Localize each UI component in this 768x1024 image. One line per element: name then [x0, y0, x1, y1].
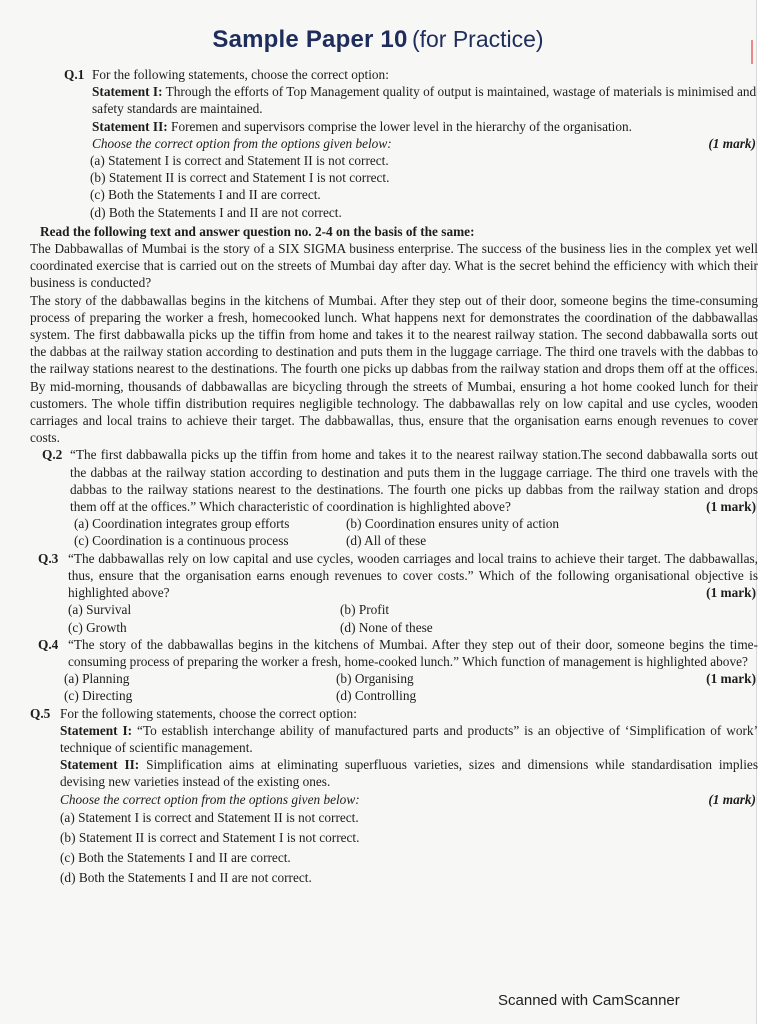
option-c: (c) Both the Statements I and II are correct.: [60, 849, 291, 865]
option-a: (a) Statement I is correct and Statement II is not correct.: [60, 809, 359, 825]
option-a: (a) Survival: [68, 602, 132, 618]
statement-2: [60, 756, 758, 790]
option-c: (c) Both the Statements I and II are correct.: [90, 187, 321, 203]
question-number: Q.4: [38, 636, 59, 652]
options-row: [30, 515, 758, 532]
statement-label: Statement II:: [60, 757, 140, 773]
option-b: (b) Coordination ensures unity of action: [346, 516, 560, 532]
question-intro: For the following statements, choose the correct option:: [60, 705, 357, 721]
statement-text: Foremen and supervisors comprise the lower level in the hierarchy of the organisation.: [171, 118, 632, 134]
page-title: [0, 26, 756, 54]
question-2: [30, 446, 758, 515]
statement-text: Through the efforts of Top Management quality of output is maintained, wastage of materials is minimised and safety standards are maintained.: [92, 84, 757, 117]
option-a: (a) Statement I is correct and Statement II is not correct.: [90, 153, 389, 169]
question-5: [30, 705, 758, 888]
mark-label: (1 mark): [706, 585, 756, 601]
option-d: (d) Both the Statements I and II are not correct.: [60, 869, 312, 885]
option-d: (d) Both the Statements I and II are not correct.: [90, 204, 342, 220]
statement-2: [30, 118, 758, 135]
statement-text: “To establish interchange ability of manufactured parts and products” is an objective of ‘Simplification of work’ technique of scientific management.: [60, 722, 758, 755]
statement-1: [60, 722, 758, 756]
title-main: Sample Paper 10: [212, 26, 408, 53]
question-text: “The first dabbawalla picks up the tiffin from home and takes it to the nearest railway station.The second dabbawalla sorts out the dabbas at the railway station according to destination and puts them in the luggage carriage. The third one travels with the dabbas to the railway stations nearest to the destinations. The fourth one picks up dabbas from the railway station and drops them off at the offices.” Which characteristic of coordination is highlighted above? (1 mark): [70, 447, 758, 515]
option-c: (c) Growth: [68, 619, 127, 635]
question-number: Q.1: [64, 67, 85, 82]
statement-1: [30, 83, 758, 117]
question-number: Q.3: [38, 550, 59, 566]
mark-label: (1 mark): [706, 499, 756, 515]
passage-paragraph-2: The story of the dabbawallas begins in the kitchens of Mumbai. After they step out of their door, someone begins the time-consuming process of preparing the worker a fresh, homecooked lunch. What happens next for demonstrates the coordination of the dabbawallas system. The first dabbawalla picks up the tiffin from home and takes it to the nearest railway station. The second dabbawalla sorts out the dabbas at the railway station according to destination and puts them in the luggage carriage. The third one travels with the dabbas to the railway stations nearest to the destinations. The fourth one picks up dabbas from the railway station and drops them off at the offices. By mid-morning, thousands of dabbawallas are bicycling through the streets of Mumbai, ensuring a hot home cooked lunch for their customers. The whole tiffin distribution requires negligible technology. The dabbawallas rely on low capital and use cycles, wooden carriages and local trains to achieve their target. The dabbawallas, thus, ensure that the organisation earns enough revenues to cover costs.: [30, 292, 758, 446]
mark-label: (1 mark): [708, 135, 756, 151]
question-number: Q.2: [42, 447, 63, 463]
choose-instruction: Choose the correct option from the options given below: (1 mark): [92, 135, 756, 151]
question-intro: For the following statements, choose the correct option:: [92, 67, 389, 82]
reading-passage: [30, 240, 758, 446]
statement-label: Statement I:: [92, 84, 163, 100]
options-row: [30, 687, 758, 704]
option-c: (c) Coordination is a continuous process: [74, 533, 289, 549]
option-a: (a) Coordination integrates group efforts: [74, 516, 290, 532]
question-number: Q.5: [30, 705, 51, 721]
question-text: “The story of the dabbawallas begins in the kitchens of Mumbai. After they step out of their door, someone begins the time-consuming process of preparing the worker a fresh, home-cooked lunch.” Which function of management is highlighted above? (1 mark): [68, 636, 758, 687]
option-b: (b) Profit: [340, 602, 390, 618]
options-row: [30, 601, 758, 618]
options-row: [30, 670, 706, 687]
option-b: (b) Statement II is correct and Statement I is not correct.: [60, 829, 360, 845]
option-a: (a) Planning: [64, 671, 130, 687]
passage-paragraph-1: The Dabbawallas of Mumbai is the story of a SIX SIGMA business enterprise. The success of the business lies in the complex yet well coordinated exercise that is carried out on the streets of Mumbai day after day. What is the secret behind the efficiency with which their business is conducted?: [30, 241, 758, 291]
statement-label: Statement I:: [60, 722, 133, 738]
option-c: (c) Directing: [64, 688, 133, 704]
question-3: [30, 550, 758, 602]
scanner-watermark: Scanned with CamScanner: [498, 992, 680, 1009]
choose-instruction: Choose the correct option from the options given below: (1 mark): [60, 791, 756, 807]
mark-label: (1 mark): [708, 791, 756, 807]
options-row: [30, 619, 758, 636]
paper-content: [30, 66, 758, 888]
option-b: (b) Organising: [336, 671, 414, 687]
title-sub: (for Practice): [411, 26, 544, 52]
option-d: (d) All of these: [346, 533, 427, 549]
option-b: (b) Statement II is correct and Statement I is not correct.: [90, 170, 390, 186]
options-row: [30, 532, 758, 549]
question-1: [30, 66, 758, 83]
question-text: “The dabbawallas rely on low capital and use cycles, wooden carriages and local trains to achieve their target. The dabbawallas, thus, ensure that the organisation earns enough revenues to cover costs.” Which of the following organisational objective is highlighted above? (1 mark): [68, 550, 758, 601]
statement-text: Simplification aims at eliminating superfluous varieties, sizes and dimensions while standardisation implies devising new varieties instead of the existing ones.: [60, 757, 758, 790]
mark-label: (1 mark): [706, 671, 756, 687]
option-d: (d) Controlling: [336, 688, 417, 704]
statement-label: Statement II:: [92, 118, 168, 134]
reading-heading: Read the following text and answer question no. 2-4 on the basis of the same:: [40, 223, 475, 239]
option-d: (d) None of these: [340, 619, 433, 635]
